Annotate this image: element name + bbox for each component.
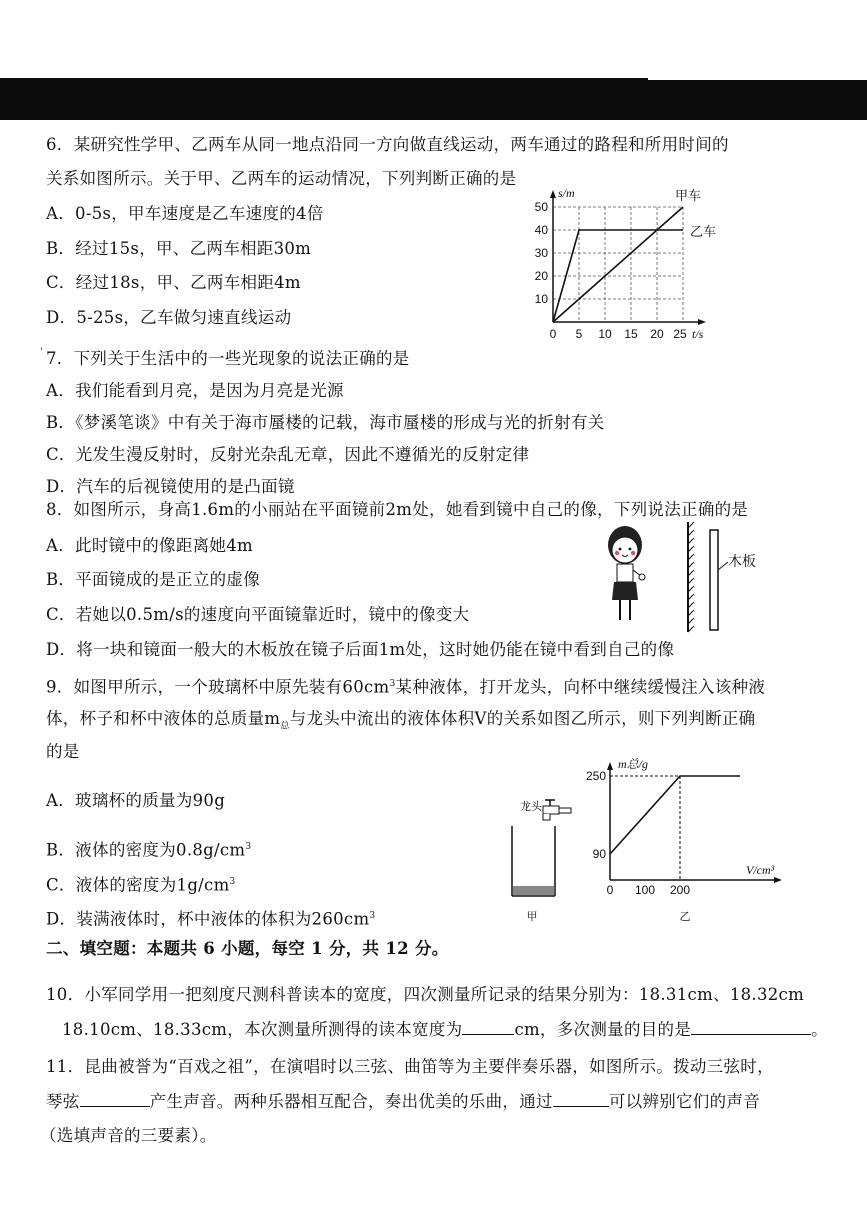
- q7-option-b: B．《梦溪笔谈》中有关于海市蜃楼的记载，海市蜃楼的形成与光的折射有关: [46, 413, 605, 432]
- cup-liquid: [513, 886, 554, 895]
- q6-x-tick: 15: [624, 327, 638, 341]
- q8-option-a: A．此时镜中的像距离她4m: [46, 536, 253, 555]
- q8-option-c: C．若她以0.5m/s的速度向平面镜靠近时，镜中的像变大: [46, 605, 470, 624]
- q9-x-tick: 200: [669, 883, 691, 897]
- q10-line2: 18.10cm、18.33cm，本次测量所测得的读本宽度为 cm，多次测量的目的是 。: [62, 1020, 828, 1039]
- fig-caption-yi: 乙: [679, 911, 691, 923]
- q11-line1: 11．昆曲被誉为“百戏之祖”，在演唱时以三弦、曲笛等为主要伴奏乐器，如图所示。拨动三弦时，: [46, 1057, 774, 1076]
- q9-y-label: m总/g: [618, 757, 649, 771]
- q6-line-yi: [553, 207, 683, 322]
- q6-option-c: C．经过18s，甲、乙两车相距4m: [46, 273, 301, 292]
- q6-y-label: s/m: [558, 186, 575, 200]
- q8-option-b: B．平面镜成的是正立的虚像: [46, 570, 261, 589]
- q6-x-label: t/s: [692, 327, 704, 341]
- q8-stem: 8．如图所示，身高1.6m的小丽站在平面镜前2m处，她看到镜中自己的像，下列说法正确的是: [46, 500, 749, 519]
- tap-label: 龙头: [520, 801, 542, 813]
- q6-label-jia: 甲车: [675, 188, 702, 203]
- q6-x-tick: 25: [673, 327, 687, 341]
- q7-stem: 7．下列关于生活中的一些光现象的说法正确的是: [46, 349, 410, 368]
- q8-option-d: D．将一块和镜面一般大的木板放在镜子后面1m处，这时她仍能在镜中看到自己的像: [46, 640, 675, 659]
- q6-option-b: B．经过15s，甲、乙两车相距30m: [46, 239, 312, 258]
- q6-x-tick: 10: [598, 327, 612, 341]
- q11-line2: 琴弦 产生声音。两种乐器相互配合，奏出优美的乐曲，通过 可以辨别它们的声音: [46, 1092, 761, 1111]
- q9-mass-volume-graph: [585, 756, 788, 926]
- board-label: 木板: [728, 553, 756, 569]
- q9-x-tick: 100: [634, 883, 656, 897]
- q6-x-tick: 0: [549, 327, 557, 341]
- q6-option-d: D．5-25s，乙车做匀速直线运动: [46, 308, 292, 327]
- top-band-notch: [648, 74, 867, 80]
- q6-y-tick: 20: [534, 269, 548, 283]
- q6-distance-time-graph: [520, 184, 720, 346]
- q6-stem-line2: 关系如图所示。关于甲、乙两车的运动情况，下列判断正确的是: [46, 169, 517, 188]
- q9-mass-line: [610, 776, 740, 854]
- fig-caption-jia: 甲: [526, 911, 538, 923]
- q9-stem-line1: 9．如图甲所示，一个玻璃杯中原先装有$60cm^3$某种液体，打开龙头，向杯中继续缓慢注入该种液: [46, 677, 766, 697]
- wooden-board: [710, 530, 718, 630]
- q7-option-a: A．我们能看到月亮，是因为月亮是光源: [46, 381, 344, 400]
- q9-option-d: D．装满液体时，杯中液体的体积为$260cm^3$: [46, 909, 376, 929]
- q6-stem-line1: 6．某研究性学甲、乙两车从同一地点沿同一方向做直线运动，两车通过的路程和所用时间的: [46, 135, 729, 154]
- q9-stem-line2: 体，杯子和杯中液体的总质量$m_总$与龙头中流出的液体体积V的关系如图乙所示，则下列判断正确: [46, 709, 756, 732]
- q6-x-tick: 20: [650, 327, 664, 341]
- tap-icon: [543, 800, 571, 820]
- girl-figure: [608, 526, 645, 620]
- q11-line3: （选填声音的三要素）。: [40, 1126, 217, 1145]
- q9-x-label: V/cm³: [746, 863, 775, 877]
- q9-y-tick: 250: [585, 769, 606, 783]
- q8-mirror-figure: [596, 520, 766, 636]
- q7-option-c: C．光发生漫反射时，反射光杂乱无章，因此不遵循光的反射定律: [46, 445, 530, 464]
- top-black-band: [0, 78, 867, 120]
- q6-label-yi: 乙车: [690, 224, 717, 239]
- q11-blank-vibration[interactable]: [80, 1092, 150, 1107]
- q11-blank-timbre[interactable]: [553, 1092, 609, 1107]
- q9-figure-jia: [500, 798, 600, 928]
- q6-y-tick: 10: [534, 292, 548, 306]
- q9-y-tick: 90: [592, 847, 606, 861]
- section-2-heading: 二、填空题：本题共 6 小题，每空 1 分，共 12 分。: [46, 939, 449, 958]
- q6-y-tick: 40: [534, 223, 548, 237]
- q9-option-b: B．液体的密度为$0.8g/cm^3$: [46, 840, 252, 860]
- q6-y-tick: 30: [534, 246, 548, 260]
- q6-y-tick: 50: [534, 200, 548, 214]
- q10-line1: 10．小军同学用一把刻度尺测科普读本的宽度，四次测量所记录的结果分别为：18.31cm、18.32cm: [46, 985, 805, 1004]
- q7-option-d: D．汽车的后视镜使用的是凸面镜: [46, 477, 295, 496]
- margin-mark: ˈ: [40, 346, 44, 359]
- q6-x-tick: 5: [575, 327, 583, 341]
- q9-x-tick: 0: [606, 883, 614, 897]
- q9-stem-line3: 的是: [46, 742, 80, 761]
- q9-option-c: C．液体的密度为$1g/cm^3$: [46, 875, 236, 895]
- q9-option-a: A．玻璃杯的质量为90g: [46, 791, 226, 810]
- q6-option-a: A．0-5s，甲车速度是乙车速度的4倍: [46, 204, 324, 223]
- q10-blank-purpose[interactable]: [691, 1020, 811, 1035]
- q10-blank-width[interactable]: [462, 1020, 514, 1035]
